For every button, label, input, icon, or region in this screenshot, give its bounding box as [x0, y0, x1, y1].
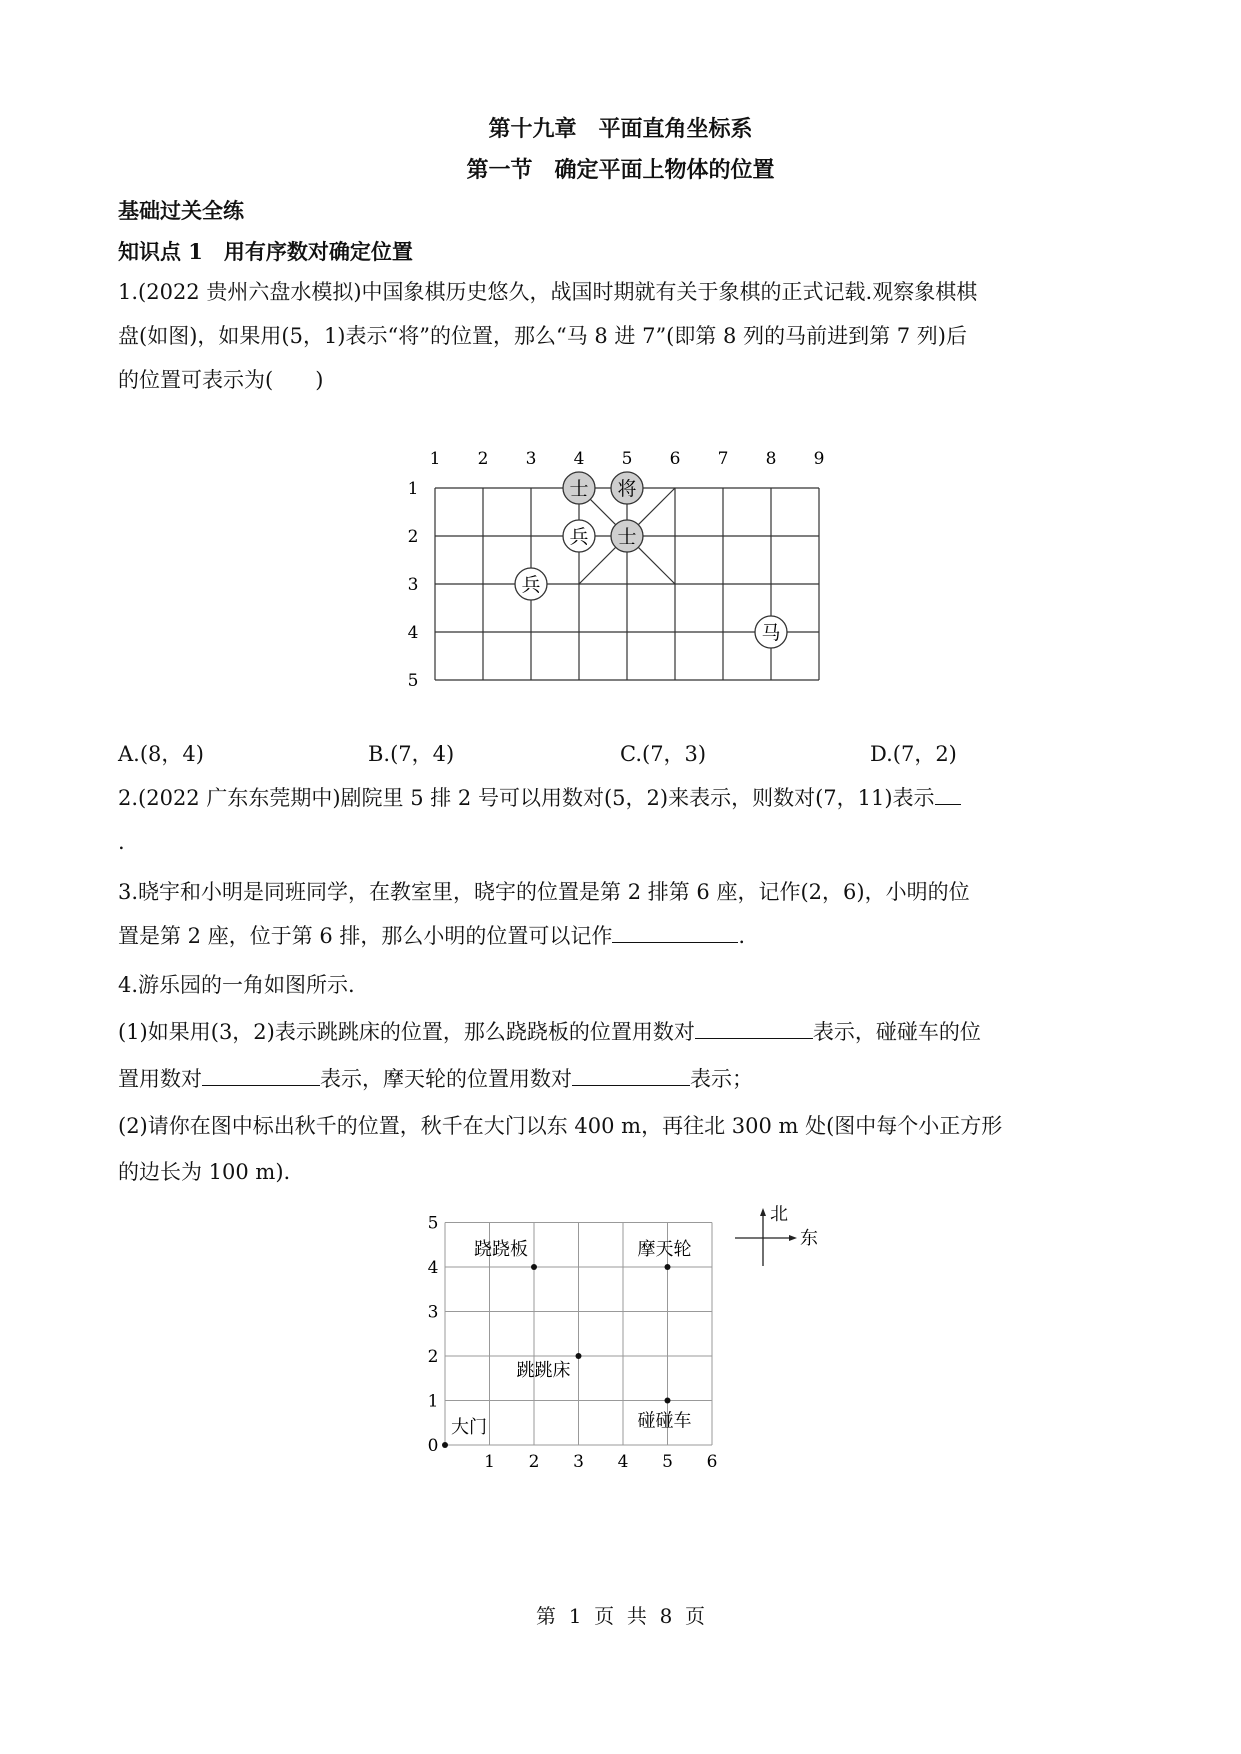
column-tick-label: 3 [525, 449, 537, 469]
q1-option-b: B.(7，4) [368, 742, 455, 766]
x-tick-label: 6 [706, 1452, 718, 1472]
q1-line2: 盘(如图)，如果用(5，1)表示“将”的位置，那么“马 8 进 7”(即第 8 列的马前进到第 7 列)后 [118, 324, 967, 348]
row-tick-label: 2 [407, 527, 419, 547]
park-map-figure [415, 1200, 818, 1480]
map-point [665, 1398, 671, 1404]
map-point [442, 1442, 448, 1448]
map-point [665, 1264, 671, 1270]
y-tick-label: 0 [427, 1436, 439, 1456]
map-point-label: 跳跳床 [516, 1360, 571, 1381]
q3-answer-blank[interactable] [612, 918, 738, 943]
page-footer: 第 1 页 共 8 页 [535, 1604, 706, 1628]
q4-part1-line2 [118, 1057, 753, 1101]
chapter-title: 第十九章 平面直角坐标系 [488, 116, 753, 142]
map-point [531, 1264, 537, 1270]
section-title: 第一节 确定平面上物体的位置 [466, 157, 775, 183]
q4-part2-line2: 的边长为 100 m). [118, 1160, 291, 1184]
piece-label: 兵 [569, 526, 589, 548]
knowledge-point-heading: 知识点 1 用有序数对确定位置 [118, 239, 413, 264]
chess-piece [755, 616, 787, 648]
q4-intro: 4.游乐园的一角如图所示. [118, 973, 355, 997]
map-point [576, 1353, 582, 1359]
row-tick-label: 5 [407, 671, 419, 691]
piece-label: 士 [617, 526, 637, 548]
q4-part2-line1: (2)请你在图中标出秋千的位置，秋千在大门以东 400 m，再往北 300 m 处(图中每个小正方形 [118, 1114, 1003, 1138]
y-tick-label: 5 [427, 1213, 439, 1234]
row-tick-label: 1 [407, 479, 419, 499]
chess-piece [563, 472, 595, 504]
q4-p1-text-e: 表示； [690, 1067, 753, 1091]
column-tick-label: 8 [765, 449, 777, 469]
q2-answer-blank[interactable] [935, 780, 961, 805]
north-arrow-icon [760, 1208, 766, 1216]
q4-p1-text-d: 表示，摩天轮的位置用数对 [320, 1067, 572, 1091]
q4-p1-text-b: 表示，碰碰车的位 [812, 1020, 981, 1044]
y-tick-label: 2 [427, 1347, 439, 1367]
q3-text: 置是第 2 座，位于第 6 排，那么小明的位置可以记作 [118, 924, 613, 948]
q2-line2: . [118, 830, 125, 854]
x-tick-label: 1 [484, 1452, 495, 1472]
q4-p1-text-c: 置用数对 [118, 1067, 202, 1091]
q4-p1-text-a: (1)如果用(3，2)表示跳跳床的位置，那么跷跷板的位置用数对 [118, 1020, 695, 1044]
x-tick-label: 4 [617, 1452, 629, 1472]
row-tick-label: 3 [407, 575, 419, 595]
piece-label: 兵 [521, 574, 541, 596]
compass-east-label: 东 [800, 1228, 818, 1249]
q1-line3: 的位置可表示为( ) [118, 368, 324, 392]
piece-label: 马 [761, 622, 781, 644]
chess-piece [563, 520, 595, 552]
map-point-label: 摩天轮 [637, 1239, 692, 1260]
y-tick-label: 1 [427, 1391, 439, 1412]
q1-option-d: D.(7，2) [870, 742, 957, 766]
column-tick-label: 7 [717, 449, 729, 469]
q4-seesaw-blank[interactable] [695, 1014, 813, 1039]
piece-label: 将 [617, 478, 637, 500]
map-point-label: 跷跷板 [474, 1239, 528, 1260]
chess-piece [611, 472, 643, 504]
x-tick-label: 5 [662, 1452, 673, 1472]
column-tick-label: 2 [477, 449, 489, 469]
y-tick-label: 3 [427, 1302, 439, 1323]
q3-line2 [118, 914, 745, 958]
q4-part1-line1 [118, 1010, 981, 1054]
q3-line1: 3.晓宇和小明是同班同学，在教室里，晓宇的位置是第 2 排第 6 座，记作(2，6)，小明的位 [118, 880, 970, 904]
q2-line1 [118, 776, 961, 820]
column-tick-label: 5 [621, 449, 633, 469]
x-tick-label: 2 [528, 1452, 540, 1472]
q4-ferris-wheel-blank[interactable] [572, 1061, 690, 1086]
column-tick-label: 1 [429, 449, 441, 469]
east-arrow-icon [789, 1235, 797, 1241]
column-tick-label: 4 [573, 449, 585, 469]
q1-option-a: A.(8，4) [118, 742, 204, 766]
q1-option-c: C.(7，3) [620, 742, 707, 766]
compass-north-label: 北 [770, 1204, 788, 1225]
q1-line1: 1.(2022 贵州六盘水模拟)中国象棋历史悠久，战国时期就有关于象棋的正式记载.观察象棋棋 [118, 280, 978, 304]
chess-piece [515, 568, 547, 600]
column-tick-label: 9 [813, 449, 825, 469]
chess-board-figure [380, 440, 840, 691]
practice-heading: 基础过关全练 [118, 198, 244, 223]
chess-piece [611, 520, 643, 552]
x-tick-label: 3 [573, 1452, 584, 1472]
q2-text: 2.(2022 广东东莞期中)剧院里 5 排 2 号可以用数对(5，2)来表示，则数对(7，11)表示 [118, 786, 935, 810]
q3-end: . [738, 924, 746, 948]
q4-bumper-car-blank[interactable] [202, 1061, 320, 1086]
column-tick-label: 6 [669, 449, 681, 469]
map-point-label: 大门 [451, 1417, 487, 1438]
row-tick-label: 4 [407, 623, 419, 643]
map-point-label: 碰碰车 [637, 1410, 692, 1432]
piece-label: 士 [569, 478, 589, 500]
y-tick-label: 4 [427, 1258, 439, 1278]
